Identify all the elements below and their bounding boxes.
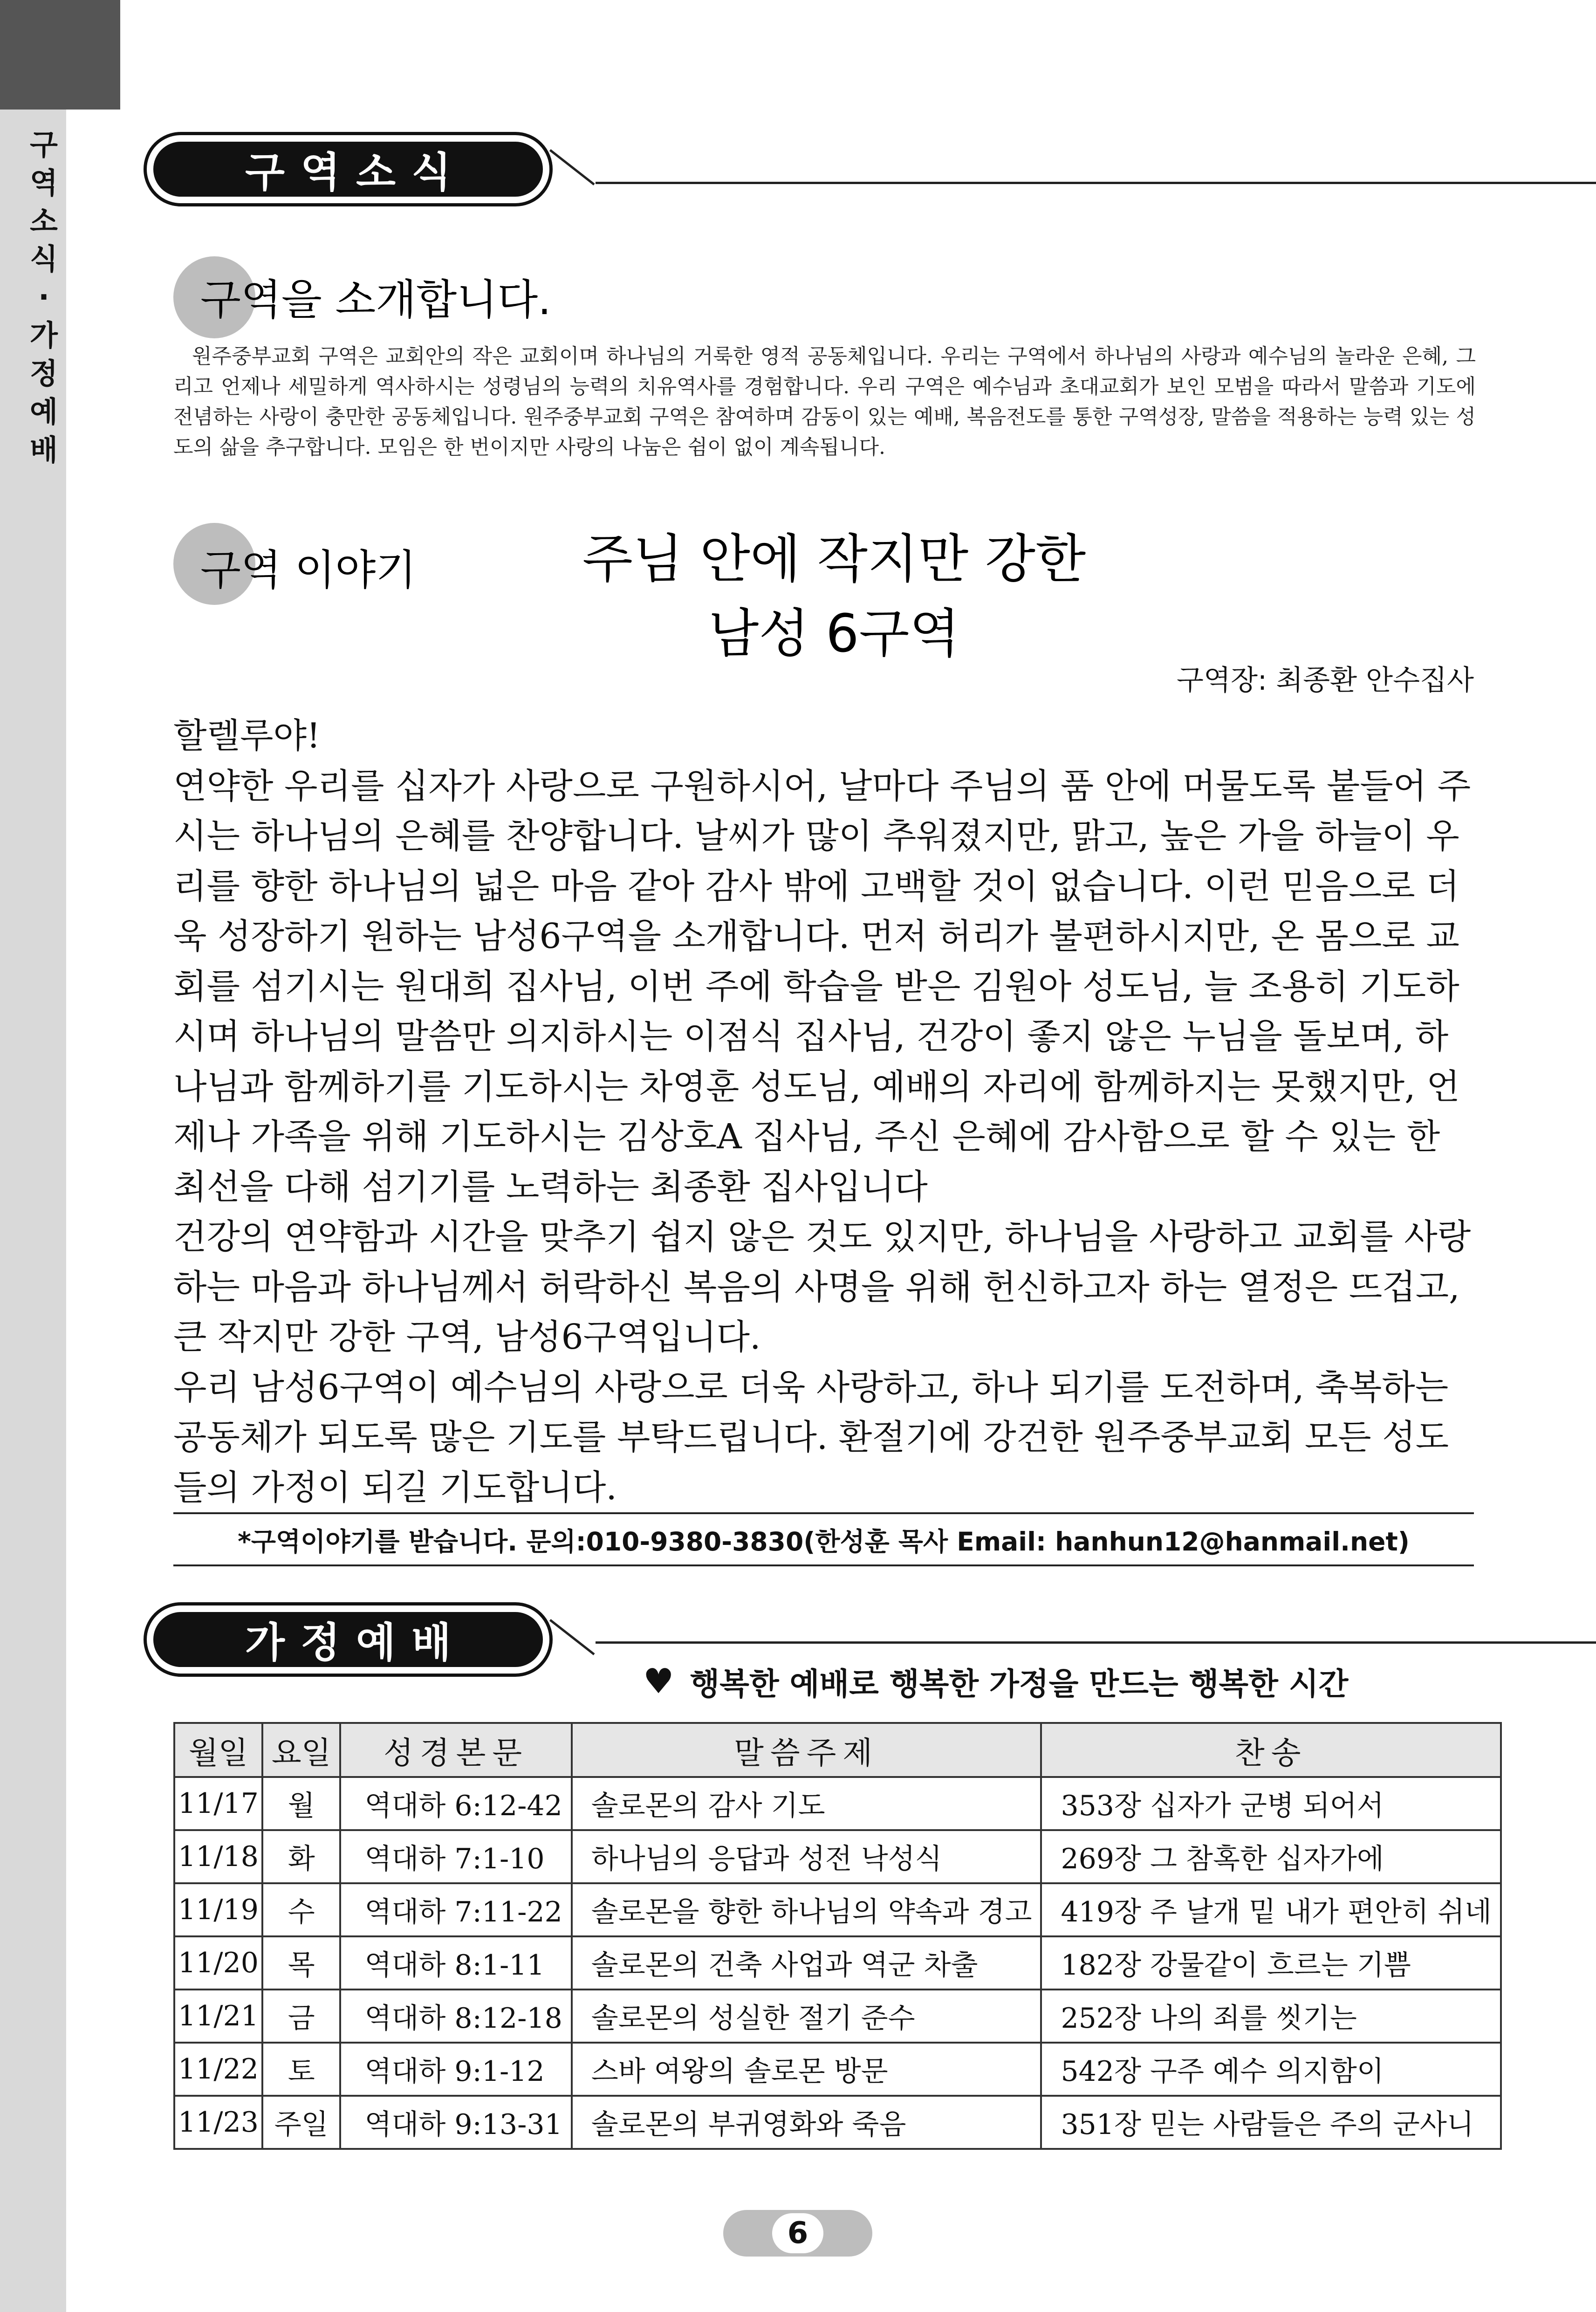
cell-hymn: 269장 그 참혹한 십자가에 [1041,1830,1500,1883]
side-tab-char: 역 [30,165,58,200]
story-heading: 구역 이야기 [200,546,417,595]
side-tab-char: 가 [30,318,58,353]
story-paragraph: 할렐루야! [173,716,321,756]
cell-topic: 솔로몬의 감사 기도 [572,1777,1041,1830]
table-row [174,1777,1501,1830]
cell-date: 11/20 [174,1936,262,1990]
section-header-worship-rule [596,1641,1596,1644]
cell-topic: 솔로몬의 건축 사업과 역군 차출 [572,1936,1041,1990]
story-paragraph: 우리 남성6구역이 예수님의 사랑으로 더욱 사랑하고, 하나 되기를 도전하며, 축복하는 공동체가 되도록 많은 기도를 부탁드립니다. 환절기에 강건한 원주중부교회 모든 성도들의 가정이 되길 기도합니다. [173,1367,1449,1508]
heart-icon: ♥ [643,1661,674,1701]
side-tab-char: 예 [30,394,58,429]
page-number-badge [723,2210,872,2257]
story-title-line-2: 남성 6구역 [708,604,960,664]
cell-topic: 솔로몬의 성실한 절기 준수 [572,1990,1041,2043]
cell-topic: 하나님의 응답과 성전 낙성식 [572,1830,1041,1883]
page-number: 6 [772,2213,823,2253]
cell-scripture: 역대하 7:1-10 [340,1830,571,1883]
header-scripture: 성경본문 [340,1723,571,1777]
side-tab-char: 식 [30,242,58,276]
worship-tagline [643,1659,1473,1703]
cell-date: 11/19 [174,1883,262,1936]
cell-date: 11/21 [174,1990,262,2043]
cell-date: 11/17 [174,1777,262,1830]
cell-hymn: 182장 강물같이 흐르는 기쁨 [1041,1936,1500,1990]
side-tab-char: · [38,280,49,315]
cell-scripture: 역대하 6:12-42 [340,1777,571,1830]
section-header-worship-label: 가정예배 [153,1612,543,1667]
side-tab-char: 소 [30,204,58,238]
contact-notice [173,1512,1474,1566]
cell-scripture: 역대하 9:1-12 [340,2043,571,2096]
section-header-worship [144,1602,553,1677]
worship-tagline-text: 행복한 예배로 행복한 가정을 만드는 행복한 시간 [690,1666,1349,1702]
cell-scripture: 역대하 8:1-11 [340,1936,571,1990]
cell-day: 목 [262,1936,341,1990]
cell-day: 주일 [262,2096,341,2149]
cell-scripture: 역대하 9:13-31 [340,2096,571,2149]
section-header-news-rule [596,182,1596,184]
cell-day: 토 [262,2043,341,2096]
story-title-line-1: 주님 안에 작지만 강한 [582,529,1086,590]
cell-hymn: 351장 믿는 사람들은 주의 군사니 [1041,2096,1500,2149]
cell-day: 화 [262,1830,341,1883]
cell-hymn: 252장 나의 죄를 씻기는 [1041,1990,1500,2043]
cell-hymn: 419장 주 날개 밑 내가 편안히 쉬네 [1041,1883,1500,1936]
table-row [174,1936,1501,1990]
worship-schedule-table [173,1722,1502,2150]
cell-scripture: 역대하 8:12-18 [340,1990,571,2043]
side-tab-char: 배 [30,432,58,467]
header-date: 월일 [174,1723,262,1777]
table-row [174,1883,1501,1936]
section-header-news [144,132,553,206]
contact-text: *구역이야기를 받습니다. 문의:010-9380-3830(한성훈 목사 Email: hanhun12@hanmail.net) [238,1526,1410,1557]
header-topic: 말씀주제 [572,1723,1041,1777]
story-title [485,522,1184,671]
side-tab-top-block [0,0,120,110]
story-paragraph: 건강의 연약함과 시간을 맞추기 쉽지 않은 것도 있지만, 하나님을 사랑하고 교회를 사랑하는 마음과 하나님께서 허락하신 복음의 사명을 위해 헌신하고자 하는 열정은 뜨겁고, 큰 작지만 강한 구역, 남성6구역입니다. [173,1217,1471,1357]
cell-day: 금 [262,1990,341,2043]
cell-hymn: 353장 십자가 군병 되어서 [1041,1777,1500,1830]
header-day: 요일 [262,1723,341,1777]
cell-day: 월 [262,1777,341,1830]
story-author: 구역장: 최종환 안수집사 [1177,664,1474,697]
cell-hymn: 542장 구주 예수 의지함이 [1041,2043,1500,2096]
intro-paragraph: 원주중부교회 구역은 교회안의 작은 교회이며 하나님의 거룩한 영적 공동체입니다. 우리는 구역에서 하나님의 사랑과 예수님의 놀라운 은혜, 그리고 언제나 세밀하게 역사하시는 성령님의 능력의 치유역사를 경험합니다. 우리 구역은 예수님과 초대교회가 보인 모범을 따라서 말씀과 기도에 전념하는 사랑이 충만한 공동체입니다. 원주중부교회 구역은 참여하며 감동이 있는 예배, 복음전도를 통한 구역성장, 말씀을 적용하는 능력 있는 성도의 삶을 추구합니다. 모임은 한 번이지만 사랑의 나눔은 쉼이 없이 계속됩니다. [173,344,1476,459]
cell-scripture: 역대하 7:11-22 [340,1883,571,1936]
section-header-worship-connector [549,1619,595,1655]
intro-heading: 구역을 소개합니다. [200,275,551,324]
table-row [174,2043,1501,2096]
side-tab-label [19,126,69,469]
cell-date: 11/23 [174,2096,262,2149]
header-hymn: 찬송 [1041,1723,1500,1777]
cell-topic: 솔로몬을 향한 하나님의 약속과 경고 [572,1883,1041,1936]
story-body [173,711,1474,1513]
story-paragraph: 연약한 우리를 십자가 사랑으로 구원하시어, 날마다 주님의 품 안에 머물도록 붙들어 주시는 하나님의 은혜를 찬양합니다. 날씨가 많이 추워졌지만, 맑고, 높은 가을 하늘이 우리를 향한 하나님의 넓은 마음 같아 감사 밖에 고백할 것이 없습니다. 이런 믿음으로 더욱 성장하기 원하는 남성6구역을 소개합니다. 먼저 허리가 불편하시지만, 온 몸으로 교회를 섬기시는 원대희 집사님, 이번 주에 학습을 받은 김원아 성도님, 늘 조용히 기도하시며 하나님의 말씀만 의지하시는 이점식 집사님, 건강이 좋지 않은 누님을 돌보며, 하나님과 함께하기를 기도하시는 차영훈 성도님, 예배의 자리에 함께하지는 못했지만, 언제나 가족을 위해 기도하시는 김상호A 집사님, 주신 은혜에 감사함으로 할 수 있는 한 최선을 다해 섬기기를 노력하는 최종환 집사입니다 [173,766,1471,1207]
section-header-news-label: 구역소식 [153,142,543,197]
table-header-row [174,1723,1501,1777]
cell-topic: 스바 여왕의 솔로몬 방문 [572,2043,1041,2096]
table-row [174,2096,1501,2149]
table-row [174,1990,1501,2043]
section-header-news-connector [549,149,595,185]
cell-date: 11/18 [174,1830,262,1883]
table-row [174,1830,1501,1883]
side-tab-char: 구 [30,128,58,162]
cell-date: 11/22 [174,2043,262,2096]
cell-topic: 솔로몬의 부귀영화와 죽음 [572,2096,1041,2149]
cell-day: 수 [262,1883,341,1936]
side-tab-char: 정 [30,356,58,391]
